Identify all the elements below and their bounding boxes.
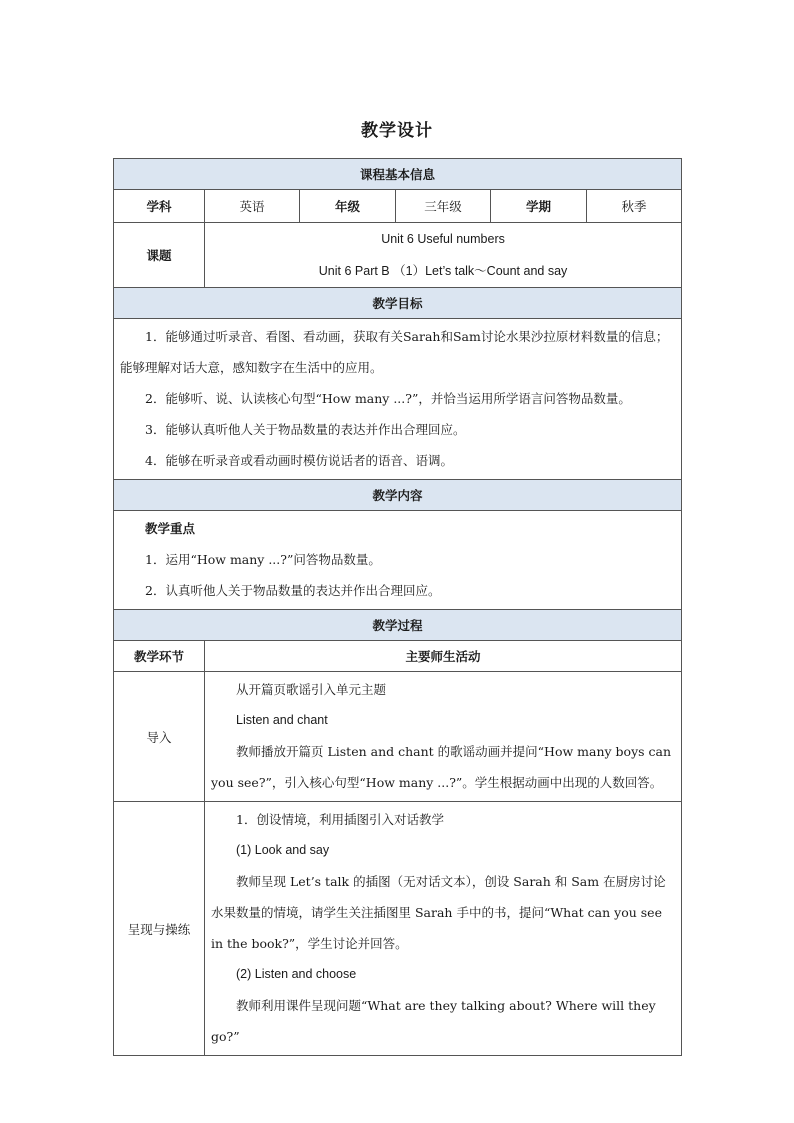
topic-row: [114, 223, 682, 288]
subject-label: 学科: [114, 190, 205, 223]
content-item: 2．认真听他人关于物品数量的表达并作出合理回应。: [145, 583, 441, 598]
topic-line-2: Unit 6 Part B （1）Let’s talk～Count and say: [318, 264, 568, 278]
stage-name: 呈现与操练: [114, 802, 205, 1056]
content-item: 1．运用“How many ...?”问答物品数量。: [145, 552, 381, 567]
content-header-row: [114, 480, 682, 511]
stage-row-intro: [114, 672, 682, 802]
stage-activities: [205, 802, 682, 1056]
objectives-list: [114, 319, 682, 480]
process-column-row: [114, 641, 682, 672]
activity-line: Listen and chant: [236, 713, 328, 727]
lesson-plan-table: [113, 158, 682, 1056]
stage-column-header: 教学环节: [114, 641, 205, 672]
activity-line: 教师利用课件呈现问题“What are they talking about? Where will they go?”: [211, 998, 656, 1044]
objectives-header-row: [114, 288, 682, 319]
content-list: [114, 511, 682, 610]
topic-line-1: Unit 6 Useful numbers: [381, 232, 505, 246]
grade-label: 年级: [300, 190, 396, 223]
objective-item: 2．能够听、说、认读核心句型“How many ...?”，并恰当运用所学语言问答物品数量。: [145, 391, 631, 406]
stage-row-presentation: [114, 802, 682, 1056]
activity-line: 1．创设情境，利用插图引入对话教学: [236, 812, 444, 827]
content-header: 教学内容: [114, 480, 682, 511]
process-header-row: [114, 610, 682, 641]
basic-info-header-row: [114, 159, 682, 190]
topic-label: 课题: [114, 223, 205, 288]
grade-value: 三年级: [396, 190, 491, 223]
basic-info-row: [114, 190, 682, 223]
objectives-header: 教学目标: [114, 288, 682, 319]
process-header: 教学过程: [114, 610, 682, 641]
activity-line: (1) Look and say: [236, 843, 330, 857]
content-row: [114, 511, 682, 610]
activity-line: 教师播放开篇页 Listen and chant 的歌谣动画并提问“How many boys can you see?”，引入核心句型“How many ...?”。学生根据动画中出现的人数回答。: [211, 744, 672, 790]
objective-item: 3．能够认真听他人关于物品数量的表达并作出合理回应。: [145, 422, 466, 437]
objectives-row: [114, 319, 682, 480]
activity-line: 从开篇页歌谣引入单元主题: [236, 682, 387, 697]
activity-column-header: 主要师生活动: [205, 641, 682, 672]
basic-info-header: 课程基本信息: [114, 159, 682, 190]
activity-line: (2) Listen and choose: [236, 967, 357, 981]
term-value: 秋季: [587, 190, 682, 223]
term-label: 学期: [491, 190, 587, 223]
stage-activities: [205, 672, 682, 802]
subject-value: 英语: [205, 190, 300, 223]
objective-item: 4．能够在听录音或看动画时模仿说话者的语音、语调。: [145, 453, 453, 468]
topic-value: [205, 223, 682, 288]
objective-item: 1．能够通过听录音、看图、看动画，获取有关Sarah和Sam讨论水果沙拉原材料数量的信息；能够理解对话大意，感知数字在生活中的应用。: [120, 329, 669, 375]
page-title: 教学设计: [361, 121, 433, 141]
activity-line: 教师呈现 Let’s talk 的插图（无对话文本），创设 Sarah 和 Sam 在厨房讨论水果数量的情境，请学生关注插图里 Sarah 手中的书，提问“What can you see in the book?”，学生讨论并回答。: [211, 874, 666, 951]
key-points-label: 教学重点: [145, 521, 196, 536]
stage-name: 导入: [114, 672, 205, 802]
